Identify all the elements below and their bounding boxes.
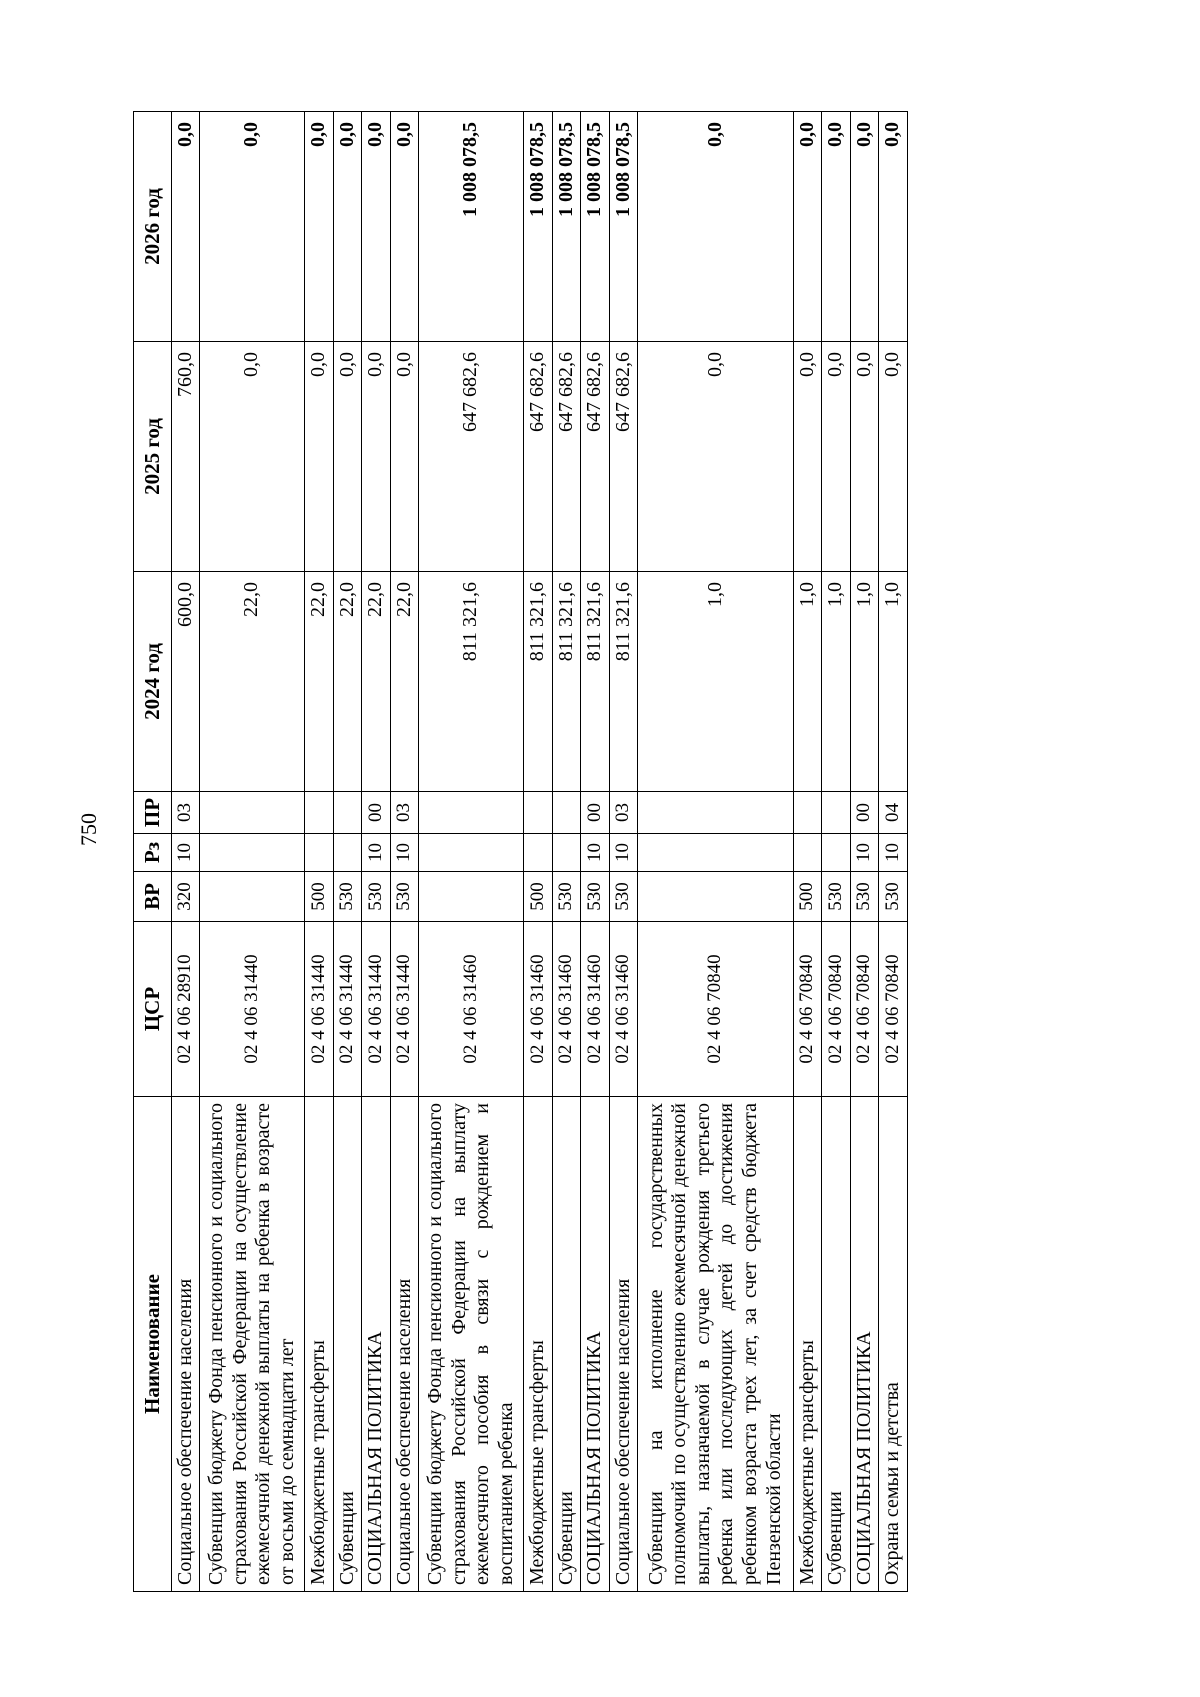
cell-y2026: 0,0: [171, 112, 200, 342]
header-row: [134, 112, 172, 1592]
cell-rz: [638, 834, 793, 872]
cell-csr: 02 4 06 31460: [609, 922, 638, 1097]
cell-name: Субвенции бюджету Фонда пенсионного и социального страхования Российской Федерации на выплату ежемесячного пособия в связи с рождением и воспитанием ребенка: [419, 1097, 524, 1592]
header-rz: Рз: [134, 834, 172, 872]
cell-y2025: 0,0: [850, 342, 879, 572]
cell-csr: 02 4 06 70840: [793, 922, 822, 1097]
cell-y2024: 811 321,6: [581, 572, 610, 792]
cell-y2025: 647 682,6: [609, 342, 638, 572]
cell-vr: 500: [304, 872, 333, 922]
cell-name: Субвенции бюджету Фонда пенсионного и социального страхования Российской Федерации на осуществление ежемесячной денежной выплаты на ребенка в возрасте от восьми до семнадцати лет: [200, 1097, 305, 1592]
cell-csr: 02 4 06 31440: [390, 922, 419, 1097]
cell-y2024: 811 321,6: [523, 572, 552, 792]
cell-y2026: 0,0: [793, 112, 822, 342]
cell-pr: 00: [362, 792, 391, 834]
table-row: [850, 112, 879, 1592]
cell-vr: 530: [362, 872, 391, 922]
cell-name: СОЦИАЛЬНАЯ ПОЛИТИКА: [581, 1097, 610, 1592]
cell-y2025: 0,0: [822, 342, 851, 572]
cell-name: Субвенции: [552, 1097, 581, 1592]
cell-pr: [200, 792, 305, 834]
cell-y2026: 1 008 078,5: [523, 112, 552, 342]
cell-y2026: 0,0: [333, 112, 362, 342]
cell-vr: 530: [850, 872, 879, 922]
cell-y2026: 1 008 078,5: [419, 112, 524, 342]
table-row: [200, 112, 305, 1592]
cell-csr: 02 4 06 31460: [552, 922, 581, 1097]
cell-csr: 02 4 06 31440: [200, 922, 305, 1097]
cell-vr: 530: [609, 872, 638, 922]
table-row: [879, 112, 908, 1592]
cell-y2024: 1,0: [638, 572, 793, 792]
table-row: [419, 112, 524, 1592]
cell-pr: 00: [581, 792, 610, 834]
cell-pr: [523, 792, 552, 834]
cell-vr: 320: [171, 872, 200, 922]
cell-csr: 02 4 06 31460: [581, 922, 610, 1097]
cell-csr: 02 4 06 31460: [523, 922, 552, 1097]
cell-y2026: 0,0: [638, 112, 793, 342]
cell-pr: [419, 792, 524, 834]
table-row: [822, 112, 851, 1592]
cell-vr: 530: [581, 872, 610, 922]
cell-y2025: 647 682,6: [552, 342, 581, 572]
cell-y2025: 0,0: [638, 342, 793, 572]
cell-vr: 530: [822, 872, 851, 922]
table-row: [171, 112, 200, 1592]
header-csr: ЦСР: [134, 922, 172, 1097]
cell-y2024: 22,0: [333, 572, 362, 792]
cell-y2025: 0,0: [304, 342, 333, 572]
cell-y2026: 0,0: [850, 112, 879, 342]
cell-y2024: 811 321,6: [419, 572, 524, 792]
cell-rz: [419, 834, 524, 872]
cell-pr: 03: [609, 792, 638, 834]
cell-vr: [419, 872, 524, 922]
cell-rz: [304, 834, 333, 872]
cell-y2025: 0,0: [362, 342, 391, 572]
cell-name: Межбюджетные трансферты: [793, 1097, 822, 1592]
cell-rz: 10: [609, 834, 638, 872]
cell-y2025: 0,0: [793, 342, 822, 572]
cell-pr: [638, 792, 793, 834]
cell-y2024: 600,0: [171, 572, 200, 792]
cell-rz: [333, 834, 362, 872]
cell-csr: 02 4 06 31440: [304, 922, 333, 1097]
table-row: [523, 112, 552, 1592]
header-2025: 2025 год: [134, 342, 172, 572]
cell-rz: 10: [390, 834, 419, 872]
cell-name: Социальное обеспечение населения: [390, 1097, 419, 1592]
cell-y2024: 811 321,6: [552, 572, 581, 792]
cell-name: Межбюджетные трансферты: [523, 1097, 552, 1592]
cell-y2026: 0,0: [822, 112, 851, 342]
cell-y2024: 1,0: [850, 572, 879, 792]
cell-name: СОЦИАЛЬНАЯ ПОЛИТИКА: [850, 1097, 879, 1592]
table-body: [171, 112, 907, 1592]
table-row: [552, 112, 581, 1592]
cell-csr: 02 4 06 70840: [638, 922, 793, 1097]
cell-y2024: 22,0: [304, 572, 333, 792]
table-row: [333, 112, 362, 1592]
cell-csr: 02 4 06 70840: [879, 922, 908, 1097]
cell-pr: 03: [171, 792, 200, 834]
cell-name: Субвенции: [822, 1097, 851, 1592]
cell-csr: 02 4 06 28910: [171, 922, 200, 1097]
cell-y2026: 0,0: [304, 112, 333, 342]
cell-name: Охрана семьи и детства: [879, 1097, 908, 1592]
table-row: [793, 112, 822, 1592]
table-row: [609, 112, 638, 1592]
cell-y2025: 0,0: [200, 342, 305, 572]
cell-rz: [822, 834, 851, 872]
cell-rz: 10: [362, 834, 391, 872]
cell-pr: [304, 792, 333, 834]
header-name: Наименование: [134, 1097, 172, 1592]
cell-rz: 10: [171, 834, 200, 872]
cell-y2025: 0,0: [879, 342, 908, 572]
cell-vr: 530: [552, 872, 581, 922]
cell-y2026: 0,0: [879, 112, 908, 342]
cell-y2025: 647 682,6: [523, 342, 552, 572]
cell-vr: 500: [793, 872, 822, 922]
cell-y2024: 1,0: [879, 572, 908, 792]
page-number: 750: [76, 813, 101, 846]
cell-rz: [200, 834, 305, 872]
cell-y2024: 22,0: [362, 572, 391, 792]
cell-y2025: 0,0: [390, 342, 419, 572]
cell-y2026: 1 008 078,5: [552, 112, 581, 342]
cell-y2026: 1 008 078,5: [581, 112, 610, 342]
cell-csr: 02 4 06 70840: [822, 922, 851, 1097]
cell-csr: 02 4 06 31440: [333, 922, 362, 1097]
cell-pr: [822, 792, 851, 834]
header-pr: ПР: [134, 792, 172, 834]
cell-csr: 02 4 06 31460: [419, 922, 524, 1097]
header-vr: ВР: [134, 872, 172, 922]
cell-pr: 00: [850, 792, 879, 834]
cell-y2024: 22,0: [390, 572, 419, 792]
cell-pr: [333, 792, 362, 834]
header-2026: 2026 год: [134, 112, 172, 342]
cell-y2024: 1,0: [793, 572, 822, 792]
cell-y2025: 0,0: [333, 342, 362, 572]
cell-name: Социальное обеспечение населения: [171, 1097, 200, 1592]
budget-table-container: [133, 112, 908, 1592]
cell-rz: [552, 834, 581, 872]
cell-rz: [523, 834, 552, 872]
header-2024: 2024 год: [134, 572, 172, 792]
cell-vr: [638, 872, 793, 922]
cell-pr: [552, 792, 581, 834]
cell-rz: 10: [850, 834, 879, 872]
table-row: [638, 112, 793, 1592]
cell-vr: 500: [523, 872, 552, 922]
cell-y2024: 811 321,6: [609, 572, 638, 792]
cell-vr: 530: [879, 872, 908, 922]
cell-pr: 03: [390, 792, 419, 834]
cell-csr: 02 4 06 70840: [850, 922, 879, 1097]
cell-name: Субвенции: [333, 1097, 362, 1592]
table-row: [390, 112, 419, 1592]
cell-y2026: 1 008 078,5: [609, 112, 638, 342]
cell-y2025: 760,0: [171, 342, 200, 572]
cell-pr: 04: [879, 792, 908, 834]
cell-vr: [200, 872, 305, 922]
table-row: [581, 112, 610, 1592]
cell-y2025: 647 682,6: [419, 342, 524, 572]
cell-name: Субвенции на исполнение государственных полномочий по осуществлению ежемесячной денежной выплаты, назначаемой в случае рождения третьего ребенка или последующих детей до достижения ребенком возраста трех лет, за счет средств бюджета Пензенской области: [638, 1097, 793, 1592]
cell-csr: 02 4 06 31440: [362, 922, 391, 1097]
cell-vr: 530: [390, 872, 419, 922]
cell-name: Межбюджетные трансферты: [304, 1097, 333, 1592]
cell-y2026: 0,0: [390, 112, 419, 342]
table-row: [304, 112, 333, 1592]
cell-y2026: 0,0: [200, 112, 305, 342]
cell-y2025: 647 682,6: [581, 342, 610, 572]
cell-y2024: 22,0: [200, 572, 305, 792]
cell-rz: [793, 834, 822, 872]
cell-y2024: 1,0: [822, 572, 851, 792]
cell-name: СОЦИАЛЬНАЯ ПОЛИТИКА: [362, 1097, 391, 1592]
cell-rz: 10: [581, 834, 610, 872]
budget-table: [133, 111, 908, 1592]
table-row: [362, 112, 391, 1592]
cell-vr: 530: [333, 872, 362, 922]
cell-pr: [793, 792, 822, 834]
cell-rz: 10: [879, 834, 908, 872]
cell-y2026: 0,0: [362, 112, 391, 342]
cell-name: Социальное обеспечение населения: [609, 1097, 638, 1592]
